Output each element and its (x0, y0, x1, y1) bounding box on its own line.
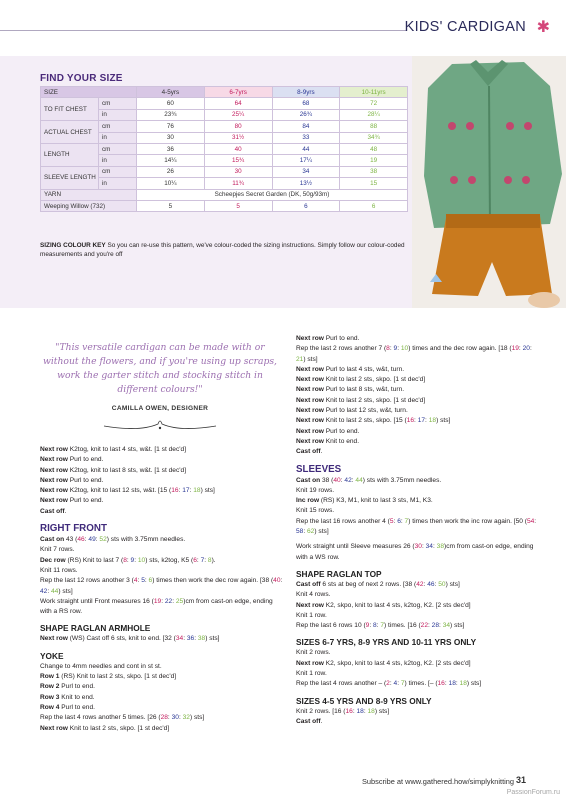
instruction-lead: Next row (296, 601, 324, 609)
instruction-line (296, 486, 541, 496)
instruction-line (40, 703, 285, 713)
instruction-text: Knit to last 2 sts, skpo. [1 st dec'd] (67, 724, 170, 732)
heading-raglan-top: SHAPE RAGLAN TOP (296, 568, 382, 579)
value-cell: 31½ (204, 132, 272, 143)
heading-sleeves: SLEEVES (296, 463, 342, 475)
unit-cell: in (99, 155, 137, 166)
unit-cell: in (99, 132, 137, 143)
instruction-text: Purl to end. (67, 476, 104, 484)
value-cell: 34¾ (340, 132, 408, 143)
heading-yoke: YOKE (40, 650, 64, 661)
designer-name: CAMILLA OWEN, DESIGNER (111, 405, 209, 412)
instruction-lead: Next row (40, 497, 68, 505)
instruction-line (40, 672, 285, 682)
instruction-text: 6 sts at beg of next 2 rows. [38 (42: 46: 50) sts] (320, 580, 460, 588)
instruction-line (40, 662, 285, 672)
value-cell: 17¼ (272, 155, 340, 166)
instruction-text: Purl to end. (323, 335, 360, 342)
cardigan-photo (412, 56, 566, 308)
instruction-lead: Cast on (40, 536, 65, 544)
instruction-line (40, 455, 285, 465)
instruction-line (296, 707, 541, 717)
page-number: 31 (515, 775, 526, 785)
measure-label: ACTUAL CHEST (41, 121, 99, 144)
value-cell: 15¾ (204, 155, 272, 166)
paragraph (40, 535, 285, 617)
instruction-line (40, 445, 285, 455)
sizing-colour-key (40, 241, 412, 259)
instruction-text: Purl to end. (323, 427, 360, 435)
instruction-text: Rep the last 4 rows another 5 times. [26 (28: 30: 32) sts] (40, 714, 205, 722)
value-cell: 30 (137, 132, 205, 143)
paragraph (296, 707, 541, 728)
instruction-line (296, 648, 541, 658)
instruction-lead: Cast on (296, 476, 321, 484)
instruction-text: K2, skpo, knit to last 4 sts, k2tog, K2. [2 sts dec'd] (323, 659, 471, 667)
instruction-text: Purl to end. (59, 683, 95, 691)
instruction-line (296, 517, 541, 538)
instruction-text: Purl to last 12 sts, w&t, turn. (323, 407, 408, 415)
instruction-line (296, 580, 541, 590)
section-title: KIDS' CARDIGAN (404, 19, 526, 35)
instruction-lead: Row 2 (40, 683, 60, 691)
table-row (41, 121, 408, 132)
instruction-lead: Next row (296, 376, 324, 384)
size-label: SIZE (41, 87, 137, 98)
size-header-row (41, 87, 408, 98)
instruction-text: Knit 15 rows. (296, 507, 335, 515)
paragraph (296, 580, 541, 631)
instruction-lead: Next row (296, 659, 324, 667)
heading-right-front: RIGHT FRONT (40, 523, 107, 535)
instruction-line (40, 556, 285, 566)
value-cell: 36 (137, 143, 205, 154)
instruction-text: . (64, 507, 67, 515)
paragraph (296, 334, 541, 458)
value-cell: 5 (204, 200, 272, 211)
value-cell: 6 (340, 200, 408, 211)
instruction-text: Knit 4 rows. (296, 591, 331, 599)
instruction-lead: Next row (40, 635, 68, 643)
instruction-text: Knit 1 row. (296, 611, 327, 619)
instruction-text: Rep the last 6 rows 10 (9: 8: 7) times. [16 (22: 28: 34) sts] (296, 622, 465, 630)
instruction-line (40, 486, 285, 496)
heading-sizes-b: SIZES 4-5 YRS AND 8-9 YRS ONLY (296, 695, 432, 706)
flower-icon: ✱ (536, 19, 550, 36)
instruction-text: Knit 1 row. (296, 670, 327, 678)
instruction-text: Purl to end. (67, 497, 104, 505)
instruction-line (296, 416, 541, 426)
instruction-line (296, 437, 541, 447)
instruction-line (296, 365, 541, 375)
heading-raglan-armhole: SHAPE RAGLAN ARMHOLE (40, 623, 151, 634)
key-title: SIZING COLOUR KEY (40, 242, 106, 249)
instruction-text: Purl to end. (67, 456, 104, 464)
instruction-lead: Next row (296, 417, 324, 425)
watermark: PassionForum.ru (506, 789, 560, 796)
instruction-line (40, 507, 285, 517)
value-cell: 34 (272, 166, 340, 177)
instruction-line (296, 611, 541, 621)
value-cell: 40 (204, 143, 272, 154)
table-row (41, 143, 408, 154)
size-cell: 8-9yrs (272, 87, 340, 98)
key-text: So you can re-use this pattern, we've colour-coded the sizing instructions. Simply follow our colour-coded measurements and you're off (40, 242, 405, 258)
yarn-value: Scheepjes Secret Garden (DK, 50g/93m) (137, 189, 408, 200)
instruction-line (296, 406, 541, 416)
instruction-text: Knit 11 rows. (40, 566, 78, 574)
instruction-line (40, 566, 285, 576)
right-column (296, 334, 541, 727)
instruction-line (40, 713, 285, 723)
instruction-lead: Next row (40, 476, 68, 484)
value-cell: 26 (137, 166, 205, 177)
instruction-line (40, 545, 285, 555)
instruction-text: (RS) K3, M1, knit to last 3 sts, M1, K3. (319, 497, 433, 505)
instruction-line (296, 679, 541, 689)
instruction-line (296, 506, 541, 516)
instruction-line (296, 385, 541, 395)
instruction-text: K2tog, knit to last 4 sts, w&t. [1 st dec'd] (67, 446, 187, 453)
paragraph (296, 476, 541, 538)
subscribe-link[interactable]: Subscribe at www.gathered.how/simplyknitting (362, 777, 514, 786)
instruction-line (296, 659, 541, 669)
instruction-lead: Next row (296, 386, 324, 394)
instruction-lead: Row 1 (40, 673, 60, 681)
instruction-line (296, 621, 541, 631)
measure-label: TO FIT CHEST (41, 98, 99, 121)
value-cell: 28¼ (340, 109, 408, 120)
value-cell: 10¼ (137, 178, 205, 189)
paragraph (40, 445, 285, 517)
find-your-size-title: FIND YOUR SIZE (40, 73, 123, 84)
size-cell: 6-7yrs (204, 87, 272, 98)
unit-cell: cm (99, 166, 137, 177)
value-cell: 80 (204, 121, 272, 132)
instruction-lead: Row 3 (40, 693, 60, 701)
value-cell: 25¼ (204, 109, 272, 120)
instruction-line (296, 496, 541, 506)
left-column (40, 445, 285, 734)
instruction-line (40, 724, 285, 734)
instruction-lead: Next row (296, 365, 324, 373)
instruction-line (296, 447, 541, 457)
instruction-text: Change to 4mm needles and cont in st st. (40, 662, 162, 670)
unit-cell: in (99, 178, 137, 189)
size-cell: 10-11yrs (340, 87, 408, 98)
instruction-line (296, 590, 541, 600)
instruction-line (40, 476, 285, 486)
unit-cell: in (99, 109, 137, 120)
unit-cell: cm (99, 143, 137, 154)
value-cell: 48 (340, 143, 408, 154)
value-cell: 44 (272, 143, 340, 154)
instruction-text: . (320, 717, 323, 725)
instruction-line (40, 693, 285, 703)
measure-label: SLEEVE LENGTH (41, 166, 99, 189)
value-cell: 60 (137, 98, 205, 109)
value-cell: 5 (137, 200, 205, 211)
instruction-lead: Next row (296, 437, 324, 445)
instruction-lead: Next row (40, 724, 68, 732)
instruction-lead: Next row (40, 466, 68, 474)
header-rule (0, 30, 406, 31)
value-cell: 72 (340, 98, 408, 109)
value-cell: 68 (272, 98, 340, 109)
instruction-line (296, 717, 541, 727)
value-cell: 6 (272, 200, 340, 211)
instruction-text: Rep the last 2 rows another 7 (8: 9: 10) times and the dec row again. [18 (19: 20: 21) sts] (296, 345, 532, 363)
value-cell: 38 (340, 166, 408, 177)
table-row (41, 166, 408, 177)
instruction-text: Rep the last 4 rows another – (2: 4: 7) times. [– (16: 18: 18) sts] (296, 680, 482, 688)
instruction-text: Knit 2 rows. [16 (16: 18: 18) sts] (296, 707, 390, 715)
paragraph (40, 634, 285, 644)
instruction-line (296, 375, 541, 385)
instruction-lead: Next row (40, 456, 68, 464)
instruction-line (40, 496, 285, 506)
unit-cell: cm (99, 121, 137, 132)
instruction-line (296, 427, 541, 437)
value-cell: 30 (204, 166, 272, 177)
value-cell: 23¾ (137, 109, 205, 120)
table-row (41, 98, 408, 109)
value-cell: 33 (272, 132, 340, 143)
instruction-text: Knit to end. (323, 437, 360, 445)
instruction-lead: Cast off (296, 717, 321, 725)
value-cell: 76 (137, 121, 205, 132)
instruction-text: (RS) Knit to last 2 sts, skpo. [1 st dec'd] (59, 673, 177, 681)
yarn-row (41, 189, 408, 200)
instruction-text: . (320, 448, 323, 456)
instruction-lead: Next row (40, 487, 68, 495)
value-cell: 15 (340, 178, 408, 189)
instruction-line (296, 542, 541, 563)
instruction-lead: Cast off (296, 580, 321, 588)
measure-label: LENGTH (41, 143, 99, 166)
unit-cell: cm (99, 98, 137, 109)
value-cell: 19 (340, 155, 408, 166)
instruction-text: Knit to last 2 sts, skpo. [1 st dec'd] (323, 396, 426, 404)
instruction-text: Purl to last 8 sts, w&t, turn. (323, 386, 405, 394)
instruction-text: Knit 7 rows. (40, 546, 75, 554)
instruction-line (40, 634, 285, 644)
heading-sizes-a: SIZES 6-7 YRS, 8-9 YRS AND 10-11 YRS ONLY (296, 637, 477, 648)
value-cell: 88 (340, 121, 408, 132)
instruction-line (40, 466, 285, 476)
colour-row (41, 200, 408, 211)
instruction-lead: Next row (296, 335, 324, 342)
instruction-text: (WS) Cast off 6 sts, knit to end. [32 (34: 36: 38) sts] (67, 635, 220, 643)
value-cell: 26¾ (272, 109, 340, 120)
instruction-text: K2tog, knit to last 8 sts, w&t. [1 st dec'd] (67, 466, 187, 474)
instruction-text: Work straight until Front measures 16 (19: 22: 25)cm from cast-on edge, ending with a RS row. (40, 597, 273, 616)
yarn-label: YARN (41, 189, 137, 200)
size-table (40, 86, 408, 212)
instruction-line (40, 576, 285, 597)
instruction-lead: Dec row (40, 556, 66, 564)
instruction-lead: Next row (296, 407, 324, 415)
instruction-lead: Row 4 (40, 703, 60, 711)
instruction-text: Knit 2 rows. (296, 649, 331, 657)
instruction-line (296, 669, 541, 679)
paragraph (296, 648, 541, 689)
flourish-ornament (100, 414, 220, 436)
instruction-text: Rep the last 16 rows another 4 (5: 6: 7) times then work the inc row again. [50 (54: 58: 62) sts] (296, 517, 537, 536)
instruction-lead: Next row (296, 396, 324, 404)
value-cell: 14¼ (137, 155, 205, 166)
instruction-text: 43 (46: 49: 52) sts with 3.75mm needles. (64, 536, 186, 544)
instruction-line (40, 682, 285, 692)
instruction-line (296, 344, 541, 365)
instruction-line (40, 535, 285, 545)
instruction-text: Knit to last 2 sts, skpo. [15 (16: 17: 18) sts] (323, 417, 451, 425)
colour-label: Weeping Willow (732) (41, 200, 137, 211)
instruction-text: Rep the last 12 rows another 3 (4: 5: 6) times then work the dec row again. [38 (40: 42: 44) sts] (40, 577, 283, 595)
instruction-text: (RS) Knit to last 7 (8: 9: 10) sts, k2tog, K5 (6: 7: 8). (65, 556, 216, 564)
value-cell: 84 (272, 121, 340, 132)
instruction-line (296, 396, 541, 406)
instruction-text: Knit to end. (59, 693, 95, 701)
instruction-line (40, 597, 285, 618)
instruction-line (296, 334, 541, 344)
value-cell: 11¾ (204, 178, 272, 189)
instruction-lead: Cast off (296, 448, 321, 456)
instruction-text: Purl to last 4 sts, w&t, turn. (323, 365, 405, 373)
value-cell: 13½ (272, 178, 340, 189)
instruction-text: K2, skpo, knit to last 4 sts, k2tog, K2. [2 sts dec'd] (323, 601, 471, 609)
designer-quote: "This versatile cardigan can be made with or without the flowers, and if you're using up scraps, work the garter stitch and stocking stitch in different colours!" (43, 342, 277, 395)
instruction-lead: Next row (40, 446, 68, 453)
instruction-text: Purl to end. (59, 703, 95, 711)
paragraph (296, 542, 541, 563)
instruction-lead: Inc row (296, 497, 320, 505)
value-cell: 64 (204, 98, 272, 109)
paragraph (40, 662, 285, 734)
instruction-line (296, 601, 541, 611)
instruction-text: Knit to last 2 sts, skpo. [1 st dec'd] (323, 376, 426, 384)
instruction-text: Knit 19 rows. (296, 486, 335, 494)
instruction-lead: Next row (296, 427, 324, 435)
instruction-lead: Cast off (40, 507, 65, 515)
instruction-text: K2tog, knit to last 12 sts, w&t. [15 (16: 17: 18) sts] (67, 487, 215, 495)
size-cell: 4-5yrs (137, 87, 205, 98)
instruction-text: Work straight until Sleeve measures 26 (30: 34: 38)cm from cast-on edge, ending with a WS row. (296, 543, 534, 561)
instruction-text: 38 (40: 42: 44) sts with 3.75mm needles. (320, 476, 442, 484)
instruction-line (296, 476, 541, 486)
